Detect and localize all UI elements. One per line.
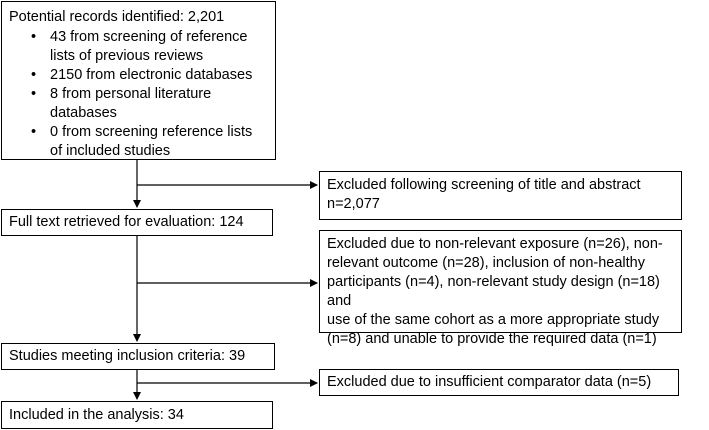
excluded-line: participants (n=4), non-relevant study design (n=18) and [327,274,660,309]
bullet-icon: • [31,29,37,45]
included-in-analysis-box [1,401,273,429]
excluded-line: (n=8) and unable to provide the required data (n=1) [327,331,657,347]
records-source-line: 43 from screening of reference [50,29,248,45]
records-source-line: databases [50,105,117,121]
excluded-comparator-box [319,369,679,396]
records-source-line: 8 from personal literature [50,86,212,102]
records-identified-box [1,1,276,160]
excluded-title-abstract-box [319,171,682,220]
excluded-line: relevant outcome (n=28), inclusion of non-healthy [327,255,645,271]
records-source-item [31,123,268,161]
included-in-analysis-label: Included in the analysis: 34 [9,407,184,423]
excluded-full-text-box [319,230,682,347]
records-source-item [31,28,268,66]
records-source-line: of included studies [50,143,171,159]
bullet-icon: • [31,124,37,140]
excluded-line: n=2,077 [327,196,380,212]
bullet-icon: • [31,67,37,83]
studies-meeting-criteria-box [1,343,275,370]
studies-meeting-criteria-label: Studies meeting inclusion criteria: 39 [9,348,246,364]
records-source-item [31,85,268,123]
records-source-list [9,28,268,161]
full-text-retrieved-box [1,209,273,236]
full-text-retrieved-label: Full text retrieved for evaluation: 124 [9,214,244,230]
excluded-line: use of the same cohort as a more appropriate study [327,312,660,328]
records-source-line: lists of previous reviews [50,48,204,64]
records-source-item [31,66,268,85]
records-source-line: 0 from screening reference lists [50,124,253,140]
bullet-icon: • [31,86,37,102]
excluded-line: Excluded following screening of title and abstract [327,177,641,193]
records-identified-title: Potential records identified: 2,201 [9,9,225,25]
records-source-line: 2150 from electronic databases [50,67,253,83]
excluded-line: Excluded due to non-relevant exposure (n=26), non- [327,236,663,252]
excluded-line: Excluded due to insufficient comparator data (n=5) [327,374,652,390]
